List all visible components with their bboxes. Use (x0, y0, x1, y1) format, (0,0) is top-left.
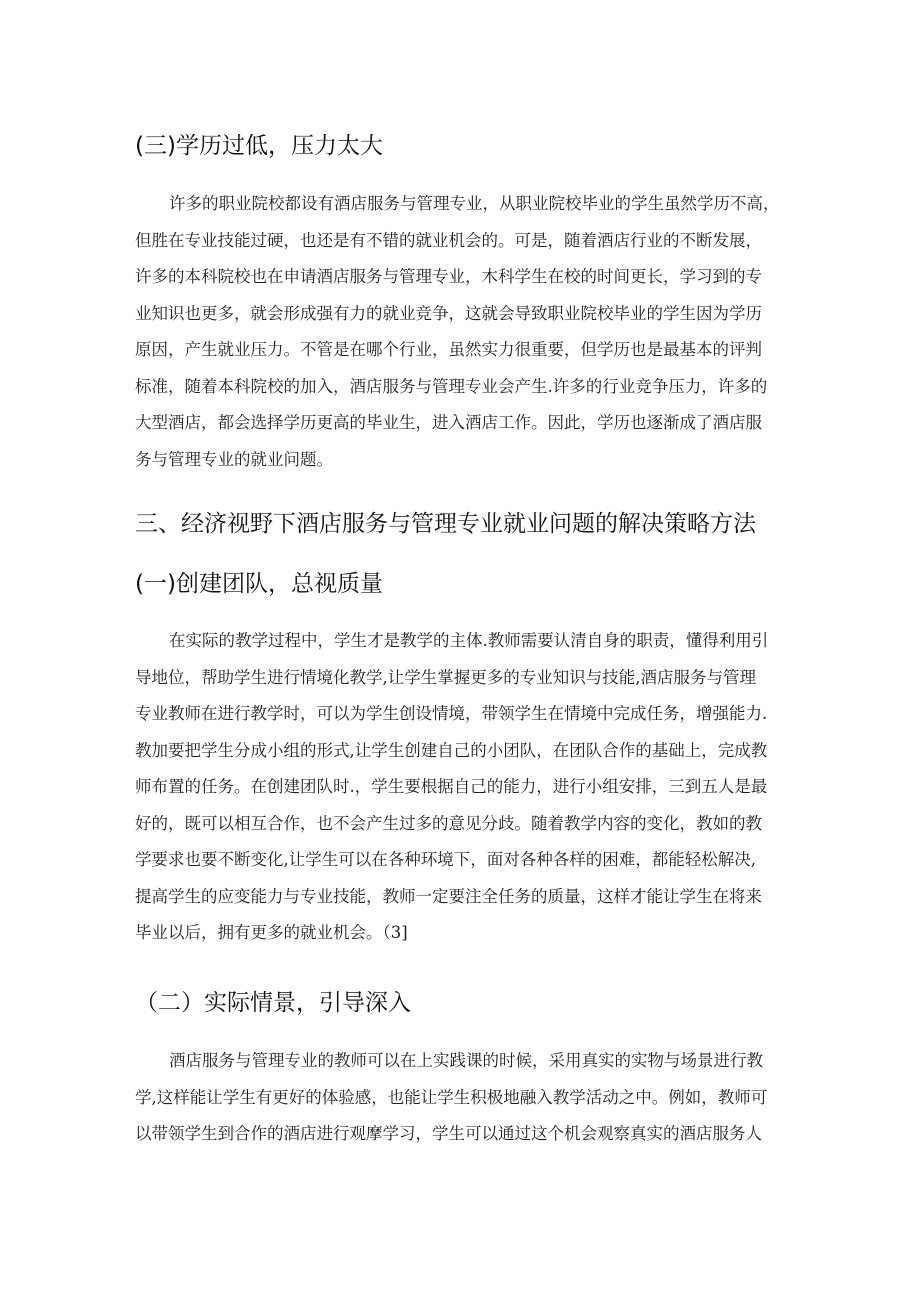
paragraph-line: 毕业以后，拥有更多的就业机会。（3] (135, 923, 408, 942)
paragraph-line: 教加要把学生分成小组的形式,让学生创建自己的小团队，在团队合作的基础上，完成教 (135, 740, 768, 760)
section-heading-education-level: (三)学历过低，压力太大 (135, 133, 383, 159)
paragraph-line: 许多的职业院校都设有酒店服务与管理专业，从职业院校毕业的学生虽然学历不高， (169, 194, 780, 213)
paragraph-line: 专业教师在进行教学时，可以为学生创设情境，带领学生在情境中完成任务，增强能力. (135, 704, 768, 723)
paragraph-team-building (135, 623, 785, 952)
paragraph-line: 好的，既可以相互合作，也不会产生过多的意见分歧。随着教学内容的变化，教如的教 (135, 813, 762, 833)
paragraph-line: 原因，产生就业压力。不管是在哪个行业，虽然实力很重要，但学历也是最基本的评判 (135, 340, 762, 359)
paragraph-line: 学要求也要不断变化,让学生可以在各种环境下，面对各种各样的困难，都能轻松解决, (135, 850, 756, 869)
paragraph-line: 标准，随着本科院校的加入，酒店服务与管理专业会产生.许多的行业竞争压力，许多的 (135, 376, 768, 396)
paragraph-education-pressure (135, 186, 785, 478)
paragraph-line: 酒店服务与管理专业的教师可以在上实践课的时候，采用真实的实物与场景进行教 (169, 1051, 763, 1070)
paragraph-line: 业知识也更多，就会形成强有力的就业竞争，这就会导致职业院校毕业的学生因为学历 (135, 303, 762, 323)
section-heading-team-building: (一)创建团队，总视质量 (135, 571, 383, 597)
paragraph-line: 学,这样能让学生有更好的体验感，也能让学生积极地融入教学活动之中。例如，教师可 (135, 1087, 768, 1107)
paragraph-line: 大型酒店，都会选择学历更高的毕业生，进入酒店工作。因此，学历也逐渐成了酒店服 (135, 413, 762, 432)
section-heading-real-scenes: （二）实际情景，引导深入 (135, 990, 411, 1016)
paragraph-line: 在实际的教学过程中，学生才是教学的主体.教师需要认清自身的职责，懂得利用引 (169, 631, 769, 650)
paragraph-line: 提高学生的应变能力与专业技能，教师一定要注全任务的质量，这样才能让学生在将来 (135, 886, 762, 906)
paragraph-line: 师布置的任务。在创建团队时.，学生要根据自己的能力，进行小组安排，三到五人是最 (135, 777, 768, 796)
chapter-heading-solutions: 三、经济视野下酒店服务与管理专业就业问题的解决策略方法 (135, 511, 756, 537)
paragraph-line: 导地位，帮助学生进行情境化教学,让学生掌握更多的专业知识与技能,酒店服务与管理 (135, 667, 756, 687)
paragraph-real-scenes (135, 1043, 785, 1153)
paragraph-line: 以带领学生到合作的酒店进行观摩学习，学生可以通过这个机会观察真实的酒店服务人 (135, 1124, 762, 1143)
paragraph-line: 许多的本科院校也在申请酒店服务与管理专业，木科学生在校的时间更长，学习到的专 (135, 267, 762, 286)
paragraph-line: 务与管理专业的就业问题。 (135, 449, 333, 469)
paragraph-line: 但胜在专业技能过硬，也还是有不错的就业机会的。可是，随着酒店行业的不断发展， (135, 230, 762, 250)
